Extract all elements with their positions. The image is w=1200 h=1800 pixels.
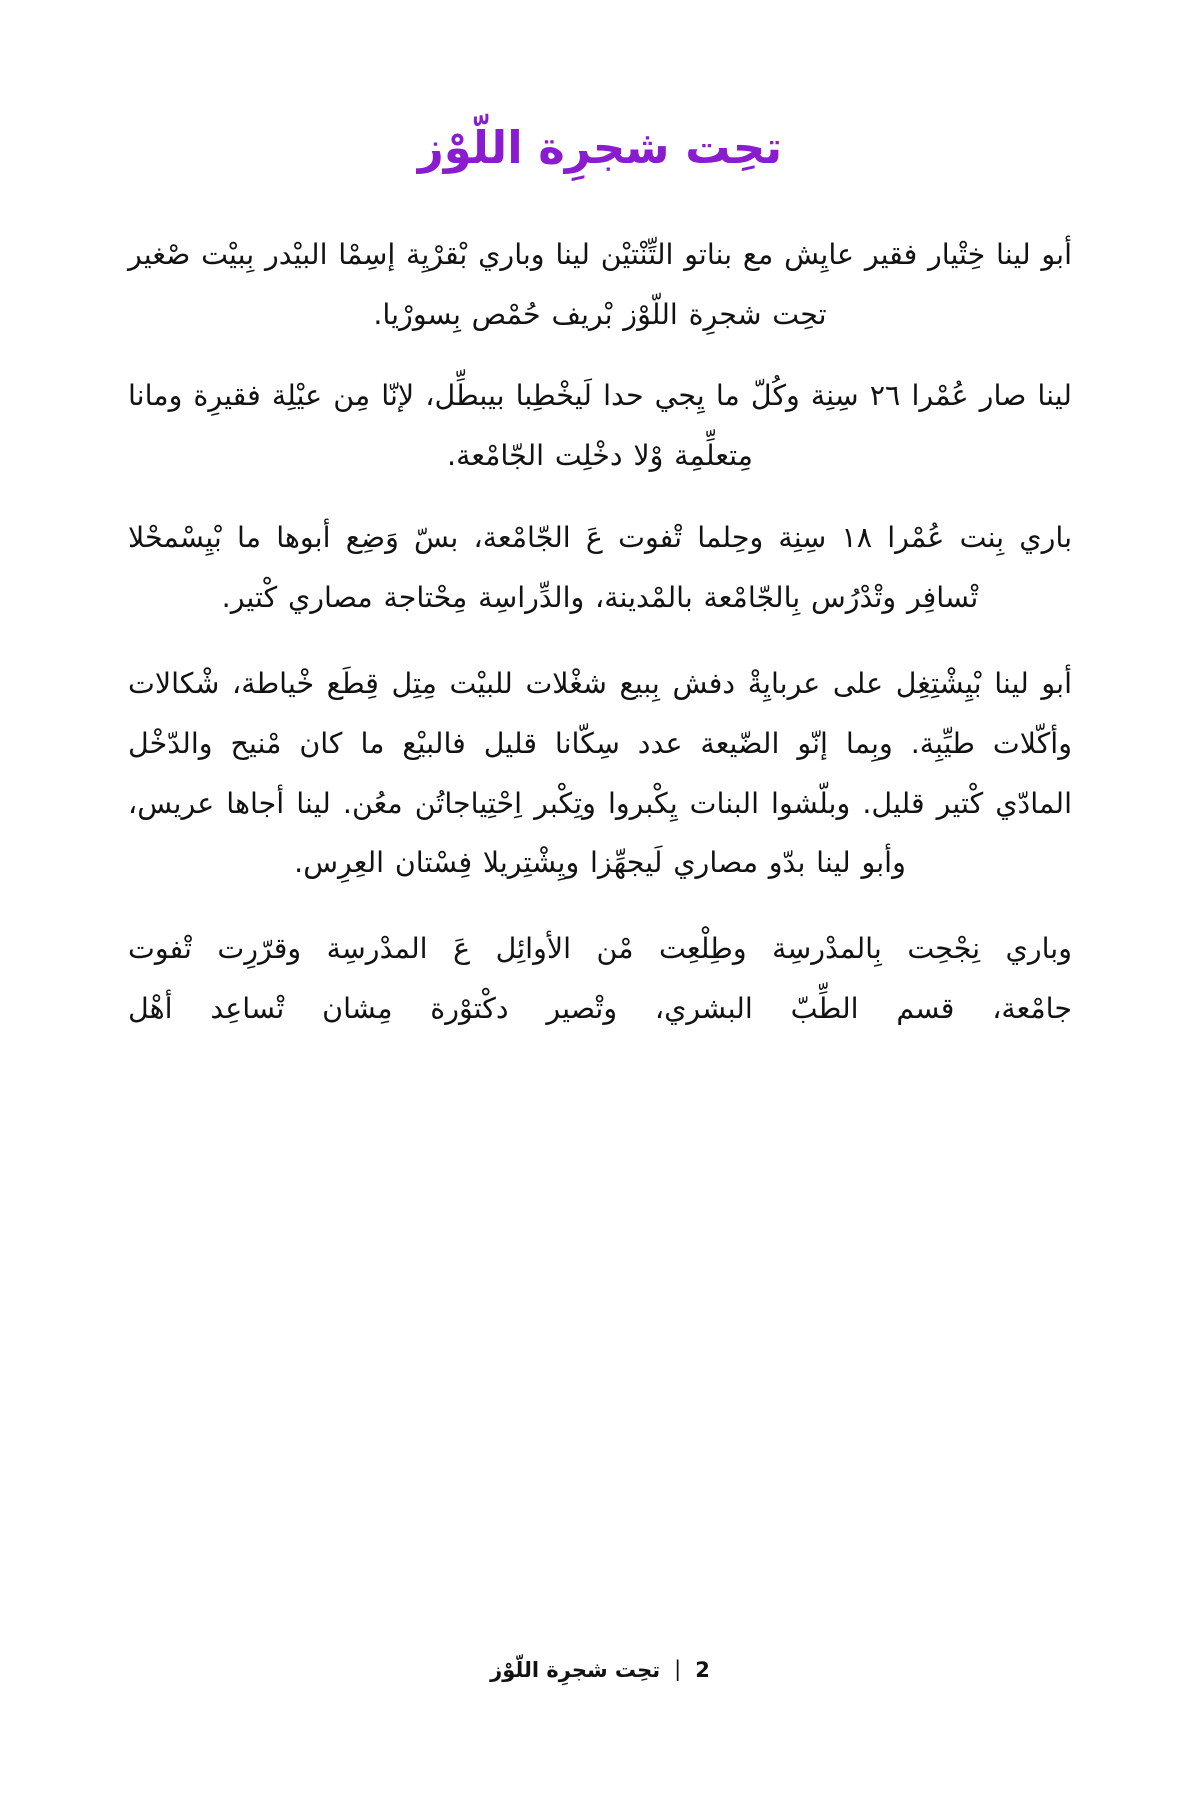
document-body <box>128 225 1072 1800</box>
footer-running-title: تحِت شجرِة اللّوْز <box>490 1658 661 1682</box>
footer-separator: | <box>674 1657 682 1681</box>
paragraph-4: أبو لينا بْيِشْتِغِل على عربايِةْ دفش بِبيع شغْلات للبيْت مِتِل قِطَع خْياطة، شْكالات وأكّلات طيِّبِة. وبِما إنّو الضّيعة عدد سِكّانا قليل فالبيْع ما كان مْنيح والدّخْل المادّي كْتير قليل. وبلّشوا البنات يِكْبروا وتِكْبر اِحْتِياجاتُن معُن. لينا أجاها عريس، وأبو لينا بدّو مصاري لَيجهِّزا ويِشْتِريلا فِسْتان العِرِس. <box>128 666 1072 880</box>
paragraph-1: أبو لينا خِتْيار فقير عايِش مع بناتو التِّنْتيْن لينا وباري بْقرْيِة إسِمْا البيْدر بِبيْت صْغير تحِت شجرِة اللّوْز بْريف حُمْص بِسورْيا. <box>128 237 1072 331</box>
page-footer <box>0 1658 1200 1682</box>
page-title: تحِت شجرِة اللّوْز <box>417 121 783 174</box>
paragraph-2: لينا صار عُمْرا ٢٦ سِنِة وكُلّ ما يِجي حدا لَيخْطِبا بيبطِّل، لإنّا مِن عيْلِة فقيرِة ومانا مِتعلِّمِة وْلا دخْلِت الجّامْعة. <box>128 379 1072 473</box>
footer-page-number: 2 <box>695 1658 710 1682</box>
paragraph-5: وباري نِجْحِت بِالمدْرسِة وطِلْعِت مْن الأوائِل عَ المدْرسِة وقرّرِت تْفوت جامْعة، قسم الطِّبّ البشري، وتْصير دكْتوْرة مِشان تْساعِد أهْل <box>128 932 1072 1026</box>
paragraph-3: باري بِنت عُمْرا ١٨ سِنِة وحِلما تْفوت عَ الجّامْعة، بسّ وَضِع أبوها ما بْيِسْمحْلا تْسافِر وتْدْرُس بِالجّامْعة بالمْدينة، والدِّراسِة مِحْتاجة مصاري كْتير. <box>128 521 1072 614</box>
